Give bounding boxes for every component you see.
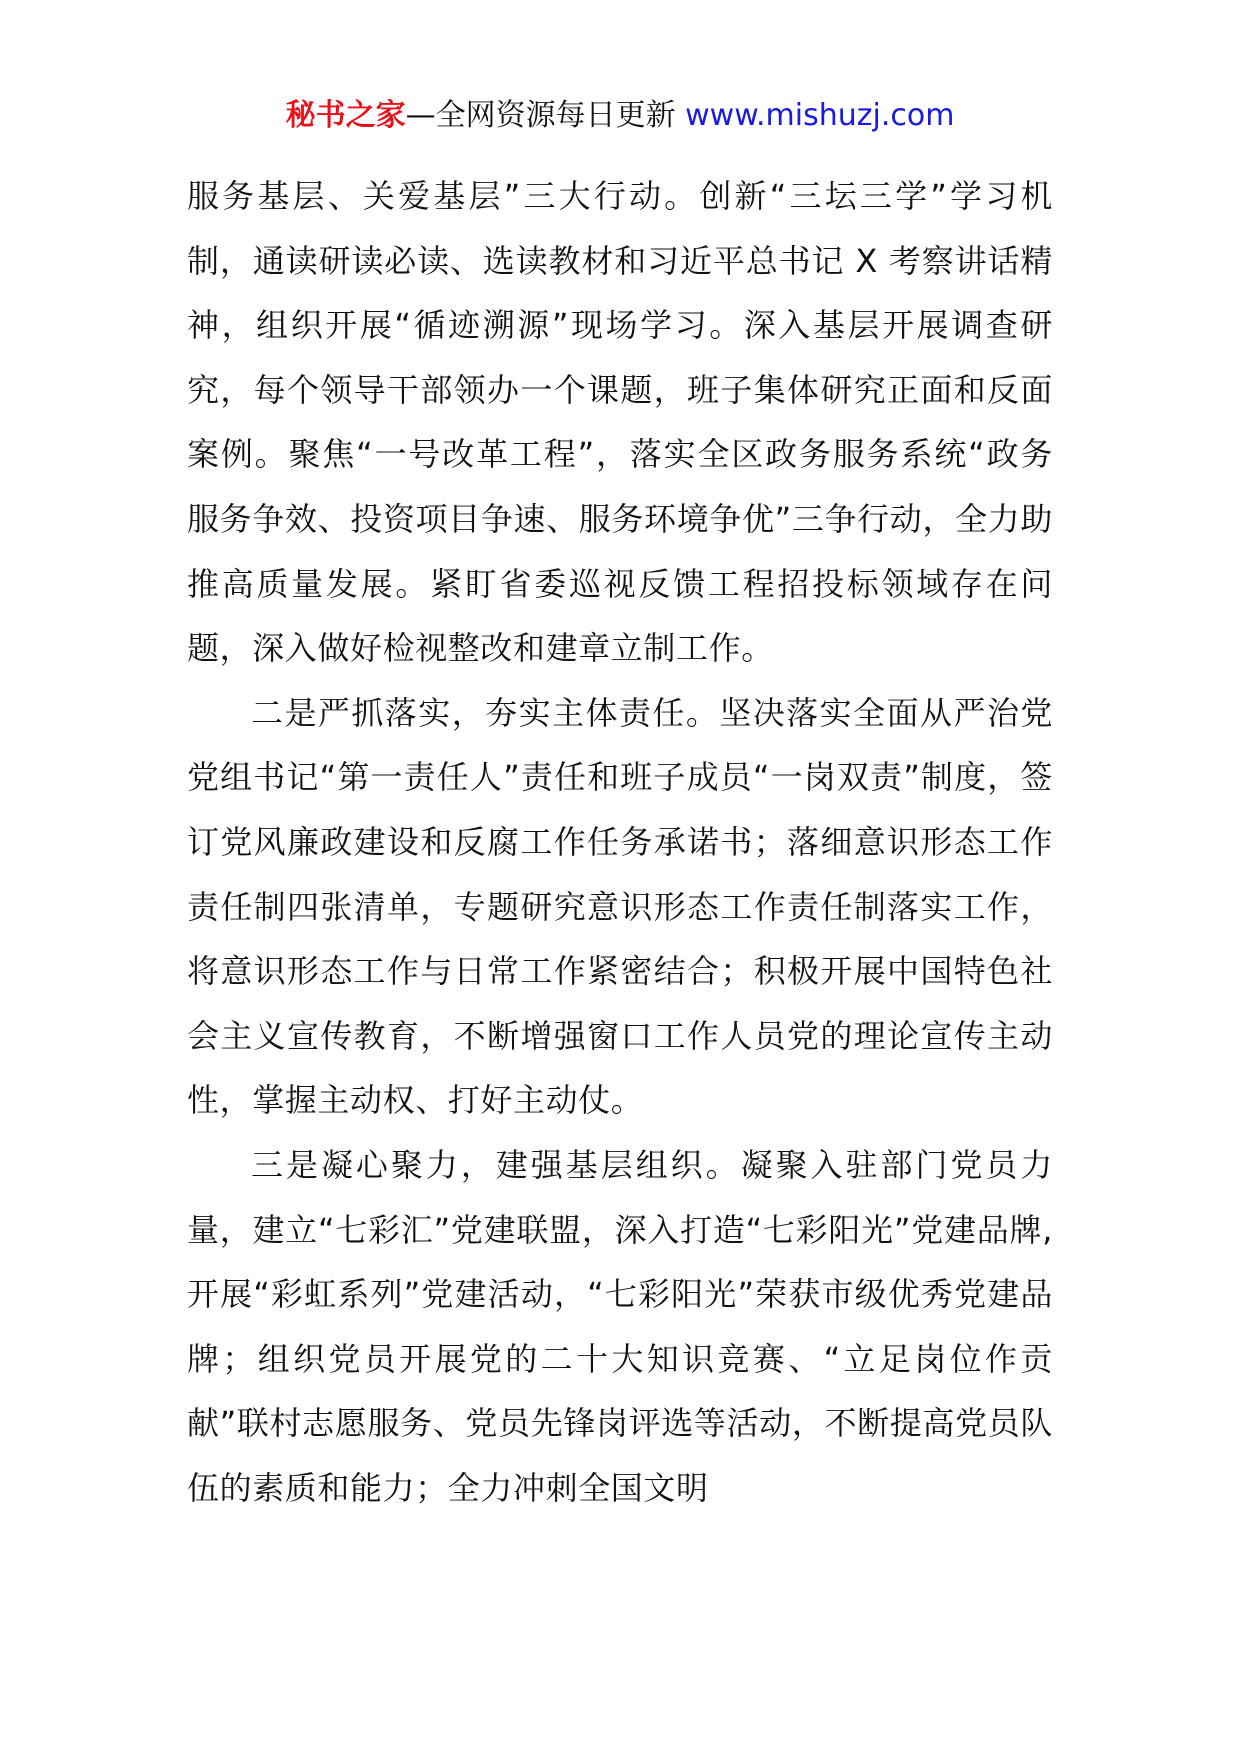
header-tagline: —全网资源每日更新: [405, 98, 686, 133]
paragraph-responsibility: 二是严抓落实，夯实主体责任。坚决落实全面从严治党党组书记“第一责任人”责任和班子成员“一岗双责”制度，签订党风廉政建设和反腐工作任务承诺书；落细意识形态工作责任制四张清单，专题研究意识形态工作责任制落实工作，将意识形态工作与日常工作紧密结合；积极开展中国特色社会主义宣传教育，不断增强窗口工作人员党的理论宣传主动性，掌握主动权、打好主动仗。: [187, 693, 1053, 1120]
document-body: [187, 164, 1053, 1520]
site-url[interactable]: www.mishuzj.com: [685, 98, 955, 133]
brand-name: 秘书之家: [285, 98, 406, 133]
paragraph-organization: 三是凝心聚力，建强基层组织。凝聚入驻部门党员力量，建立“七彩汇”党建联盟，深入打造“七彩阳光”党建品牌,开展“彩虹系列”党建活动，“七彩阳光”荣获市级优秀党建品牌；组织党员开展党的二十大知识竞赛、“立足岗位作贡献”联村志愿服务、党员先锋岗评选等活动，不断提高党员队伍的素质和能力；全力冲刺全国文明: [187, 1145, 1053, 1507]
paragraph-continuation: 服务基层、关爱基层”三大行动。创新“三坛三学”学习机制，通读研读必读、选读教材和习近平总书记 X 考察讲话精神，组织开展“循迹溯源”现场学习。深入基层开展调查研究，每个领导干部领办一个课题，班子集体研究正面和反面案例。聚焦“一号改革工程”，落实全区政务服务系统“政务服务争效、投资项目争速、服务环境争优”三争行动，全力助推高质量发展。紧盯省委巡视反馈工程招投标领域存在问题，深入做好检视整改和建章立制工作。: [187, 177, 1053, 668]
page-header: [0, 96, 1240, 136]
